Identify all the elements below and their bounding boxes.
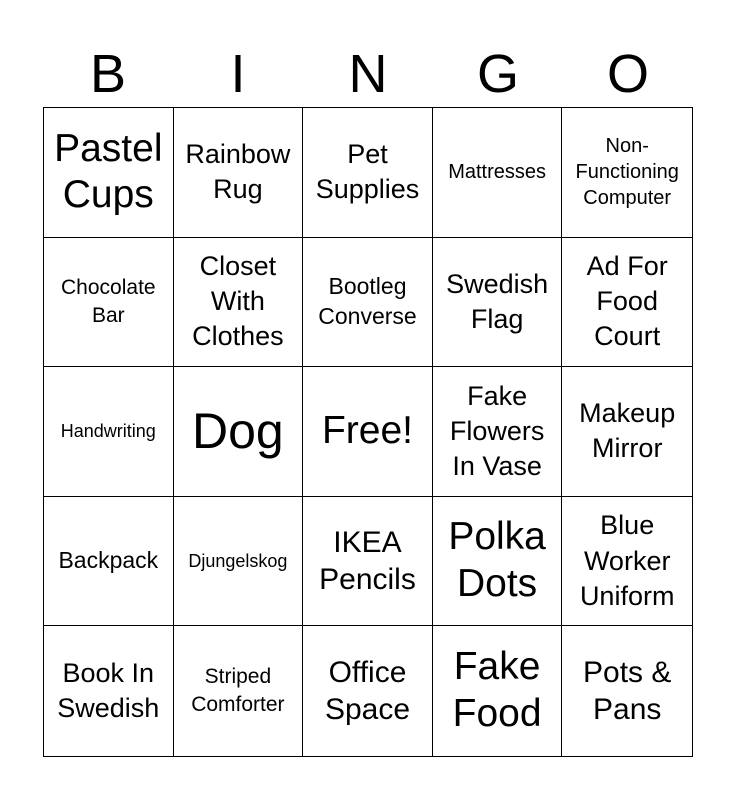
free-space-label: Free! — [321, 409, 413, 453]
bingo-cell[interactable] — [174, 108, 304, 238]
bingo-cell[interactable] — [562, 108, 692, 238]
bingo-cell[interactable] — [303, 108, 433, 238]
cell-label: Backpack — [58, 547, 159, 574]
cell-label: Handwriting — [60, 421, 156, 442]
cell-label: Chocolate Bar — [61, 275, 156, 327]
cell-label: IKEA Pencils — [319, 525, 416, 597]
cell-label: Pet Supplies — [315, 139, 420, 205]
bingo-cell[interactable] — [433, 108, 563, 238]
cell-label: Office Space — [324, 655, 411, 727]
cell-label: Pastel Cups — [54, 126, 163, 217]
bingo-cell[interactable] — [303, 626, 433, 756]
header-letter-b: B — [89, 44, 127, 104]
bingo-cell[interactable] — [303, 497, 433, 627]
cell-label: Mattresses — [448, 161, 546, 184]
bingo-cell[interactable] — [44, 238, 174, 368]
bingo-cell[interactable] — [562, 626, 692, 756]
bingo-cell[interactable] — [433, 497, 563, 627]
bingo-cell[interactable] — [433, 626, 563, 756]
cell-label: Ad For Food Court — [586, 251, 668, 352]
bingo-cell[interactable] — [174, 497, 304, 627]
bingo-cell[interactable] — [433, 238, 563, 368]
cell-label: Djungelskog — [188, 550, 288, 571]
cell-label: Polka Dots — [448, 515, 546, 606]
cell-label: Dog — [192, 402, 284, 459]
free-space-cell[interactable] — [303, 367, 433, 497]
bingo-cell[interactable] — [174, 626, 304, 756]
cell-label: Pots & Pans — [583, 655, 672, 727]
header-letter-g: G — [476, 44, 519, 104]
header-letter-o: O — [606, 44, 649, 104]
bingo-cell[interactable] — [44, 367, 174, 497]
bingo-board — [43, 107, 693, 757]
cell-label: Book In Swedish — [57, 658, 160, 724]
cell-label: Bootleg Converse — [318, 273, 417, 329]
bingo-cell[interactable] — [562, 367, 692, 497]
bingo-cell[interactable] — [433, 367, 563, 497]
header-letter-i: I — [230, 44, 246, 104]
cell-label: Striped Comforter — [191, 664, 285, 717]
cell-label: Rainbow Rug — [185, 139, 291, 205]
bingo-cell[interactable] — [562, 238, 692, 368]
bingo-cell[interactable] — [44, 497, 174, 627]
cell-label: Non-Functioning Computer — [575, 135, 679, 210]
bingo-cell[interactable] — [44, 626, 174, 756]
bingo-cell[interactable] — [174, 238, 304, 368]
cell-label: Fake Flowers In Vase — [449, 380, 545, 482]
header-letter-n: N — [348, 44, 388, 104]
bingo-header — [43, 40, 693, 108]
bingo-cell[interactable] — [44, 108, 174, 238]
cell-label: Swedish Flag — [446, 268, 549, 334]
cell-label: Blue Worker Uniform — [579, 510, 675, 611]
cell-label: Closet With Clothes — [192, 251, 284, 352]
cell-label: Makeup Mirror — [579, 398, 676, 464]
bingo-cell[interactable] — [303, 238, 433, 368]
bingo-cell[interactable] — [562, 497, 692, 627]
cell-label: Fake Food — [452, 645, 542, 736]
bingo-cell[interactable] — [174, 367, 304, 497]
